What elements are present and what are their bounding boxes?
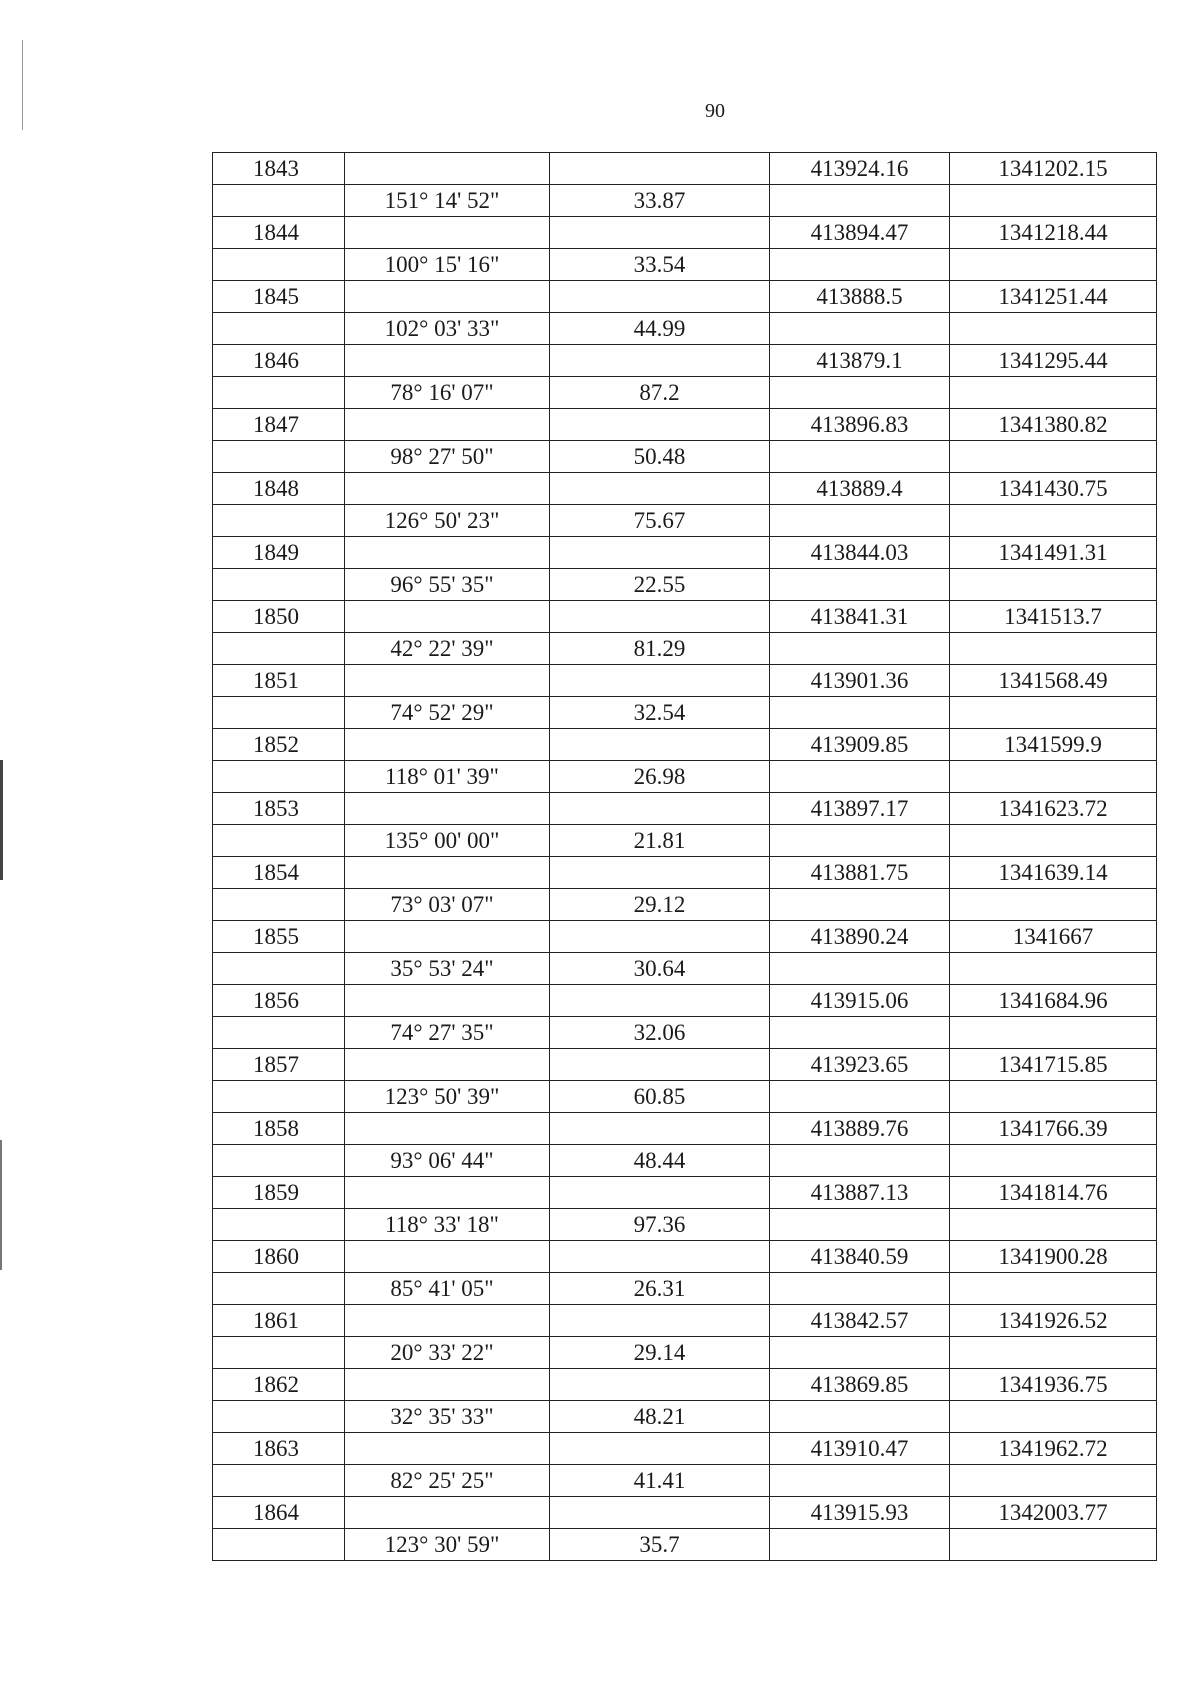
station-row [213,1049,1157,1081]
easting-cell: 1341926.52 [950,1305,1157,1337]
northing-cell: 413897.17 [770,793,950,825]
northing-cell: 413923.65 [770,1049,950,1081]
bearing-cell: 100° 15' 16" [345,249,550,281]
empty-bearing-cell [345,857,550,889]
empty-northing-cell [770,441,950,473]
distance-cell: 50.48 [550,441,770,473]
empty-point-cell [213,889,345,921]
empty-bearing-cell [345,1177,550,1209]
point-cell: 1859 [213,1177,345,1209]
empty-northing-cell [770,185,950,217]
bearing-cell: 135° 00' 00" [345,825,550,857]
bearing-cell: 74° 27' 35" [345,1017,550,1049]
empty-point-cell [213,313,345,345]
empty-distance-cell [550,921,770,953]
empty-bearing-cell [345,1241,550,1273]
station-row [213,1241,1157,1273]
distance-cell: 41.41 [550,1465,770,1497]
empty-bearing-cell [345,345,550,377]
point-cell: 1848 [213,473,345,505]
bearing-cell: 85° 41' 05" [345,1273,550,1305]
empty-point-cell [213,441,345,473]
station-row [213,729,1157,761]
distance-cell: 60.85 [550,1081,770,1113]
distance-cell: 22.55 [550,569,770,601]
northing-cell: 413896.83 [770,409,950,441]
page-number: 90 [705,100,725,122]
empty-point-cell [213,1337,345,1369]
bearing-cell: 20° 33' 22" [345,1337,550,1369]
empty-bearing-cell [345,985,550,1017]
empty-point-cell [213,1145,345,1177]
distance-cell: 75.67 [550,505,770,537]
easting-cell: 1341599.9 [950,729,1157,761]
empty-easting-cell [950,377,1157,409]
empty-distance-cell [550,985,770,1017]
empty-northing-cell [770,1337,950,1369]
empty-bearing-cell [345,281,550,313]
empty-northing-cell [770,825,950,857]
station-row [213,1305,1157,1337]
point-cell: 1864 [213,1497,345,1529]
easting-cell: 1341639.14 [950,857,1157,889]
segment-row [213,633,1157,665]
segment-row [213,1081,1157,1113]
empty-bearing-cell [345,473,550,505]
northing-cell: 413915.06 [770,985,950,1017]
bearing-cell: 98° 27' 50" [345,441,550,473]
point-cell: 1854 [213,857,345,889]
point-cell: 1863 [213,1433,345,1465]
empty-distance-cell [550,1433,770,1465]
empty-point-cell [213,1401,345,1433]
empty-easting-cell [950,1081,1157,1113]
point-cell: 1857 [213,1049,345,1081]
empty-easting-cell [950,1017,1157,1049]
empty-distance-cell [550,1113,770,1145]
bearing-cell: 151° 14' 52" [345,185,550,217]
distance-cell: 87.2 [550,377,770,409]
easting-cell: 1341684.96 [950,985,1157,1017]
easting-cell: 1341936.75 [950,1369,1157,1401]
station-row [213,1433,1157,1465]
station-row [213,985,1157,1017]
station-row [213,1177,1157,1209]
empty-distance-cell [550,1049,770,1081]
empty-bearing-cell [345,1049,550,1081]
empty-distance-cell [550,1497,770,1529]
segment-row [213,1401,1157,1433]
empty-northing-cell [770,1081,950,1113]
empty-easting-cell [950,441,1157,473]
distance-cell: 48.21 [550,1401,770,1433]
northing-cell: 413888.5 [770,281,950,313]
empty-northing-cell [770,249,950,281]
segment-row [213,825,1157,857]
northing-cell: 413869.85 [770,1369,950,1401]
empty-northing-cell [770,1465,950,1497]
point-cell: 1849 [213,537,345,569]
northing-cell: 413910.47 [770,1433,950,1465]
station-row [213,345,1157,377]
empty-bearing-cell [345,601,550,633]
bearing-cell: 35° 53' 24" [345,953,550,985]
distance-cell: 21.81 [550,825,770,857]
scan-edge-mark [0,760,3,880]
point-cell: 1853 [213,793,345,825]
station-row [213,409,1157,441]
bearing-cell: 102° 03' 33" [345,313,550,345]
empty-point-cell [213,249,345,281]
point-cell: 1851 [213,665,345,697]
bearing-cell: 118° 33' 18" [345,1209,550,1241]
empty-bearing-cell [345,921,550,953]
empty-easting-cell [950,825,1157,857]
empty-distance-cell [550,1305,770,1337]
segment-row [213,953,1157,985]
station-row [213,665,1157,697]
segment-row [213,1209,1157,1241]
empty-point-cell [213,953,345,985]
empty-distance-cell [550,409,770,441]
station-row [213,1497,1157,1529]
empty-easting-cell [950,313,1157,345]
station-row [213,601,1157,633]
easting-cell: 1341380.82 [950,409,1157,441]
distance-cell: 26.31 [550,1273,770,1305]
northing-cell: 413909.85 [770,729,950,761]
empty-bearing-cell [345,217,550,249]
empty-point-cell [213,505,345,537]
empty-northing-cell [770,633,950,665]
station-row [213,1113,1157,1145]
empty-distance-cell [550,601,770,633]
empty-easting-cell [950,249,1157,281]
station-row [213,793,1157,825]
station-row [213,1369,1157,1401]
segment-row [213,761,1157,793]
empty-easting-cell [950,1273,1157,1305]
empty-point-cell [213,1273,345,1305]
northing-cell: 413840.59 [770,1241,950,1273]
empty-distance-cell [550,537,770,569]
bearing-cell: 126° 50' 23" [345,505,550,537]
empty-bearing-cell [345,1433,550,1465]
segment-row [213,1465,1157,1497]
station-row [213,857,1157,889]
bearing-cell: 74° 52' 29" [345,697,550,729]
empty-easting-cell [950,1529,1157,1561]
easting-cell: 1341667 [950,921,1157,953]
bearing-cell: 123° 50' 39" [345,1081,550,1113]
point-cell: 1844 [213,217,345,249]
point-cell: 1843 [213,153,345,185]
segment-row [213,1273,1157,1305]
easting-cell: 1341295.44 [950,345,1157,377]
empty-easting-cell [950,1209,1157,1241]
empty-distance-cell [550,281,770,313]
empty-easting-cell [950,889,1157,921]
segment-row [213,441,1157,473]
bearing-cell: 123° 30' 59" [345,1529,550,1561]
empty-distance-cell [550,473,770,505]
empty-northing-cell [770,569,950,601]
northing-cell: 413890.24 [770,921,950,953]
empty-northing-cell [770,697,950,729]
station-row [213,921,1157,953]
distance-cell: 44.99 [550,313,770,345]
empty-bearing-cell [345,1113,550,1145]
empty-bearing-cell [345,409,550,441]
empty-bearing-cell [345,729,550,761]
empty-distance-cell [550,345,770,377]
bearing-cell: 118° 01' 39" [345,761,550,793]
empty-bearing-cell [345,153,550,185]
easting-cell: 1342003.77 [950,1497,1157,1529]
empty-distance-cell [550,1241,770,1273]
empty-easting-cell [950,505,1157,537]
point-cell: 1862 [213,1369,345,1401]
empty-easting-cell [950,185,1157,217]
station-row [213,281,1157,313]
survey-coordinate-table [212,152,1157,1561]
segment-row [213,1017,1157,1049]
empty-easting-cell [950,1337,1157,1369]
empty-bearing-cell [345,665,550,697]
distance-cell: 30.64 [550,953,770,985]
bearing-cell: 73° 03' 07" [345,889,550,921]
empty-northing-cell [770,761,950,793]
empty-point-cell [213,761,345,793]
distance-cell: 48.44 [550,1145,770,1177]
empty-point-cell [213,1017,345,1049]
segment-row [213,313,1157,345]
empty-easting-cell [950,1145,1157,1177]
empty-easting-cell [950,697,1157,729]
empty-easting-cell [950,953,1157,985]
empty-point-cell [213,697,345,729]
point-cell: 1858 [213,1113,345,1145]
northing-cell: 413844.03 [770,537,950,569]
empty-point-cell [213,377,345,409]
easting-cell: 1341568.49 [950,665,1157,697]
point-cell: 1855 [213,921,345,953]
easting-cell: 1341900.28 [950,1241,1157,1273]
easting-cell: 1341218.44 [950,217,1157,249]
northing-cell: 413881.75 [770,857,950,889]
distance-cell: 35.7 [550,1529,770,1561]
point-cell: 1852 [213,729,345,761]
bearing-cell: 82° 25' 25" [345,1465,550,1497]
empty-point-cell [213,825,345,857]
empty-distance-cell [550,665,770,697]
distance-cell: 81.29 [550,633,770,665]
northing-cell: 413889.76 [770,1113,950,1145]
empty-bearing-cell [345,1305,550,1337]
empty-point-cell [213,1529,345,1561]
northing-cell: 413889.4 [770,473,950,505]
distance-cell: 29.12 [550,889,770,921]
segment-row [213,377,1157,409]
empty-easting-cell [950,569,1157,601]
empty-northing-cell [770,1145,950,1177]
empty-northing-cell [770,1209,950,1241]
northing-cell: 413842.57 [770,1305,950,1337]
empty-northing-cell [770,505,950,537]
easting-cell: 1341623.72 [950,793,1157,825]
bearing-cell: 42° 22' 39" [345,633,550,665]
point-cell: 1847 [213,409,345,441]
segment-row [213,249,1157,281]
easting-cell: 1341430.75 [950,473,1157,505]
easting-cell: 1341251.44 [950,281,1157,313]
empty-bearing-cell [345,1369,550,1401]
distance-cell: 97.36 [550,1209,770,1241]
empty-northing-cell [770,1401,950,1433]
empty-bearing-cell [345,537,550,569]
point-cell: 1861 [213,1305,345,1337]
empty-point-cell [213,185,345,217]
easting-cell: 1341962.72 [950,1433,1157,1465]
easting-cell: 1341491.31 [950,537,1157,569]
bearing-cell: 93° 06' 44" [345,1145,550,1177]
northing-cell: 413879.1 [770,345,950,377]
northing-cell: 413887.13 [770,1177,950,1209]
easting-cell: 1341202.15 [950,153,1157,185]
empty-point-cell [213,1081,345,1113]
empty-northing-cell [770,377,950,409]
empty-bearing-cell [345,793,550,825]
segment-row [213,1529,1157,1561]
segment-row [213,185,1157,217]
empty-northing-cell [770,889,950,921]
empty-northing-cell [770,953,950,985]
table-body [213,153,1157,1561]
point-cell: 1845 [213,281,345,313]
empty-distance-cell [550,729,770,761]
distance-cell: 33.87 [550,185,770,217]
empty-distance-cell [550,1369,770,1401]
empty-northing-cell [770,1273,950,1305]
empty-easting-cell [950,1401,1157,1433]
northing-cell: 413901.36 [770,665,950,697]
distance-cell: 26.98 [550,761,770,793]
scan-edge-mark [0,1140,2,1270]
point-cell: 1850 [213,601,345,633]
empty-northing-cell [770,313,950,345]
segment-row [213,697,1157,729]
segment-row [213,569,1157,601]
empty-distance-cell [550,153,770,185]
empty-distance-cell [550,217,770,249]
empty-northing-cell [770,1529,950,1561]
easting-cell: 1341766.39 [950,1113,1157,1145]
distance-cell: 32.06 [550,1017,770,1049]
easting-cell: 1341814.76 [950,1177,1157,1209]
segment-row [213,1337,1157,1369]
station-row [213,153,1157,185]
empty-easting-cell [950,1465,1157,1497]
empty-bearing-cell [345,1497,550,1529]
northing-cell: 413841.31 [770,601,950,633]
empty-point-cell [213,1465,345,1497]
point-cell: 1856 [213,985,345,1017]
station-row [213,473,1157,505]
northing-cell: 413915.93 [770,1497,950,1529]
empty-point-cell [213,569,345,601]
distance-cell: 32.54 [550,697,770,729]
distance-cell: 29.14 [550,1337,770,1369]
empty-northing-cell [770,1017,950,1049]
segment-row [213,505,1157,537]
station-row [213,537,1157,569]
empty-distance-cell [550,857,770,889]
bearing-cell: 78° 16' 07" [345,377,550,409]
northing-cell: 413894.47 [770,217,950,249]
empty-point-cell [213,633,345,665]
easting-cell: 1341513.7 [950,601,1157,633]
empty-point-cell [213,1209,345,1241]
point-cell: 1846 [213,345,345,377]
segment-row [213,1145,1157,1177]
distance-cell: 33.54 [550,249,770,281]
point-cell: 1860 [213,1241,345,1273]
easting-cell: 1341715.85 [950,1049,1157,1081]
empty-distance-cell [550,793,770,825]
empty-distance-cell [550,1177,770,1209]
empty-easting-cell [950,761,1157,793]
bearing-cell: 32° 35' 33" [345,1401,550,1433]
bearing-cell: 96° 55' 35" [345,569,550,601]
segment-row [213,889,1157,921]
northing-cell: 413924.16 [770,153,950,185]
empty-easting-cell [950,633,1157,665]
station-row [213,217,1157,249]
